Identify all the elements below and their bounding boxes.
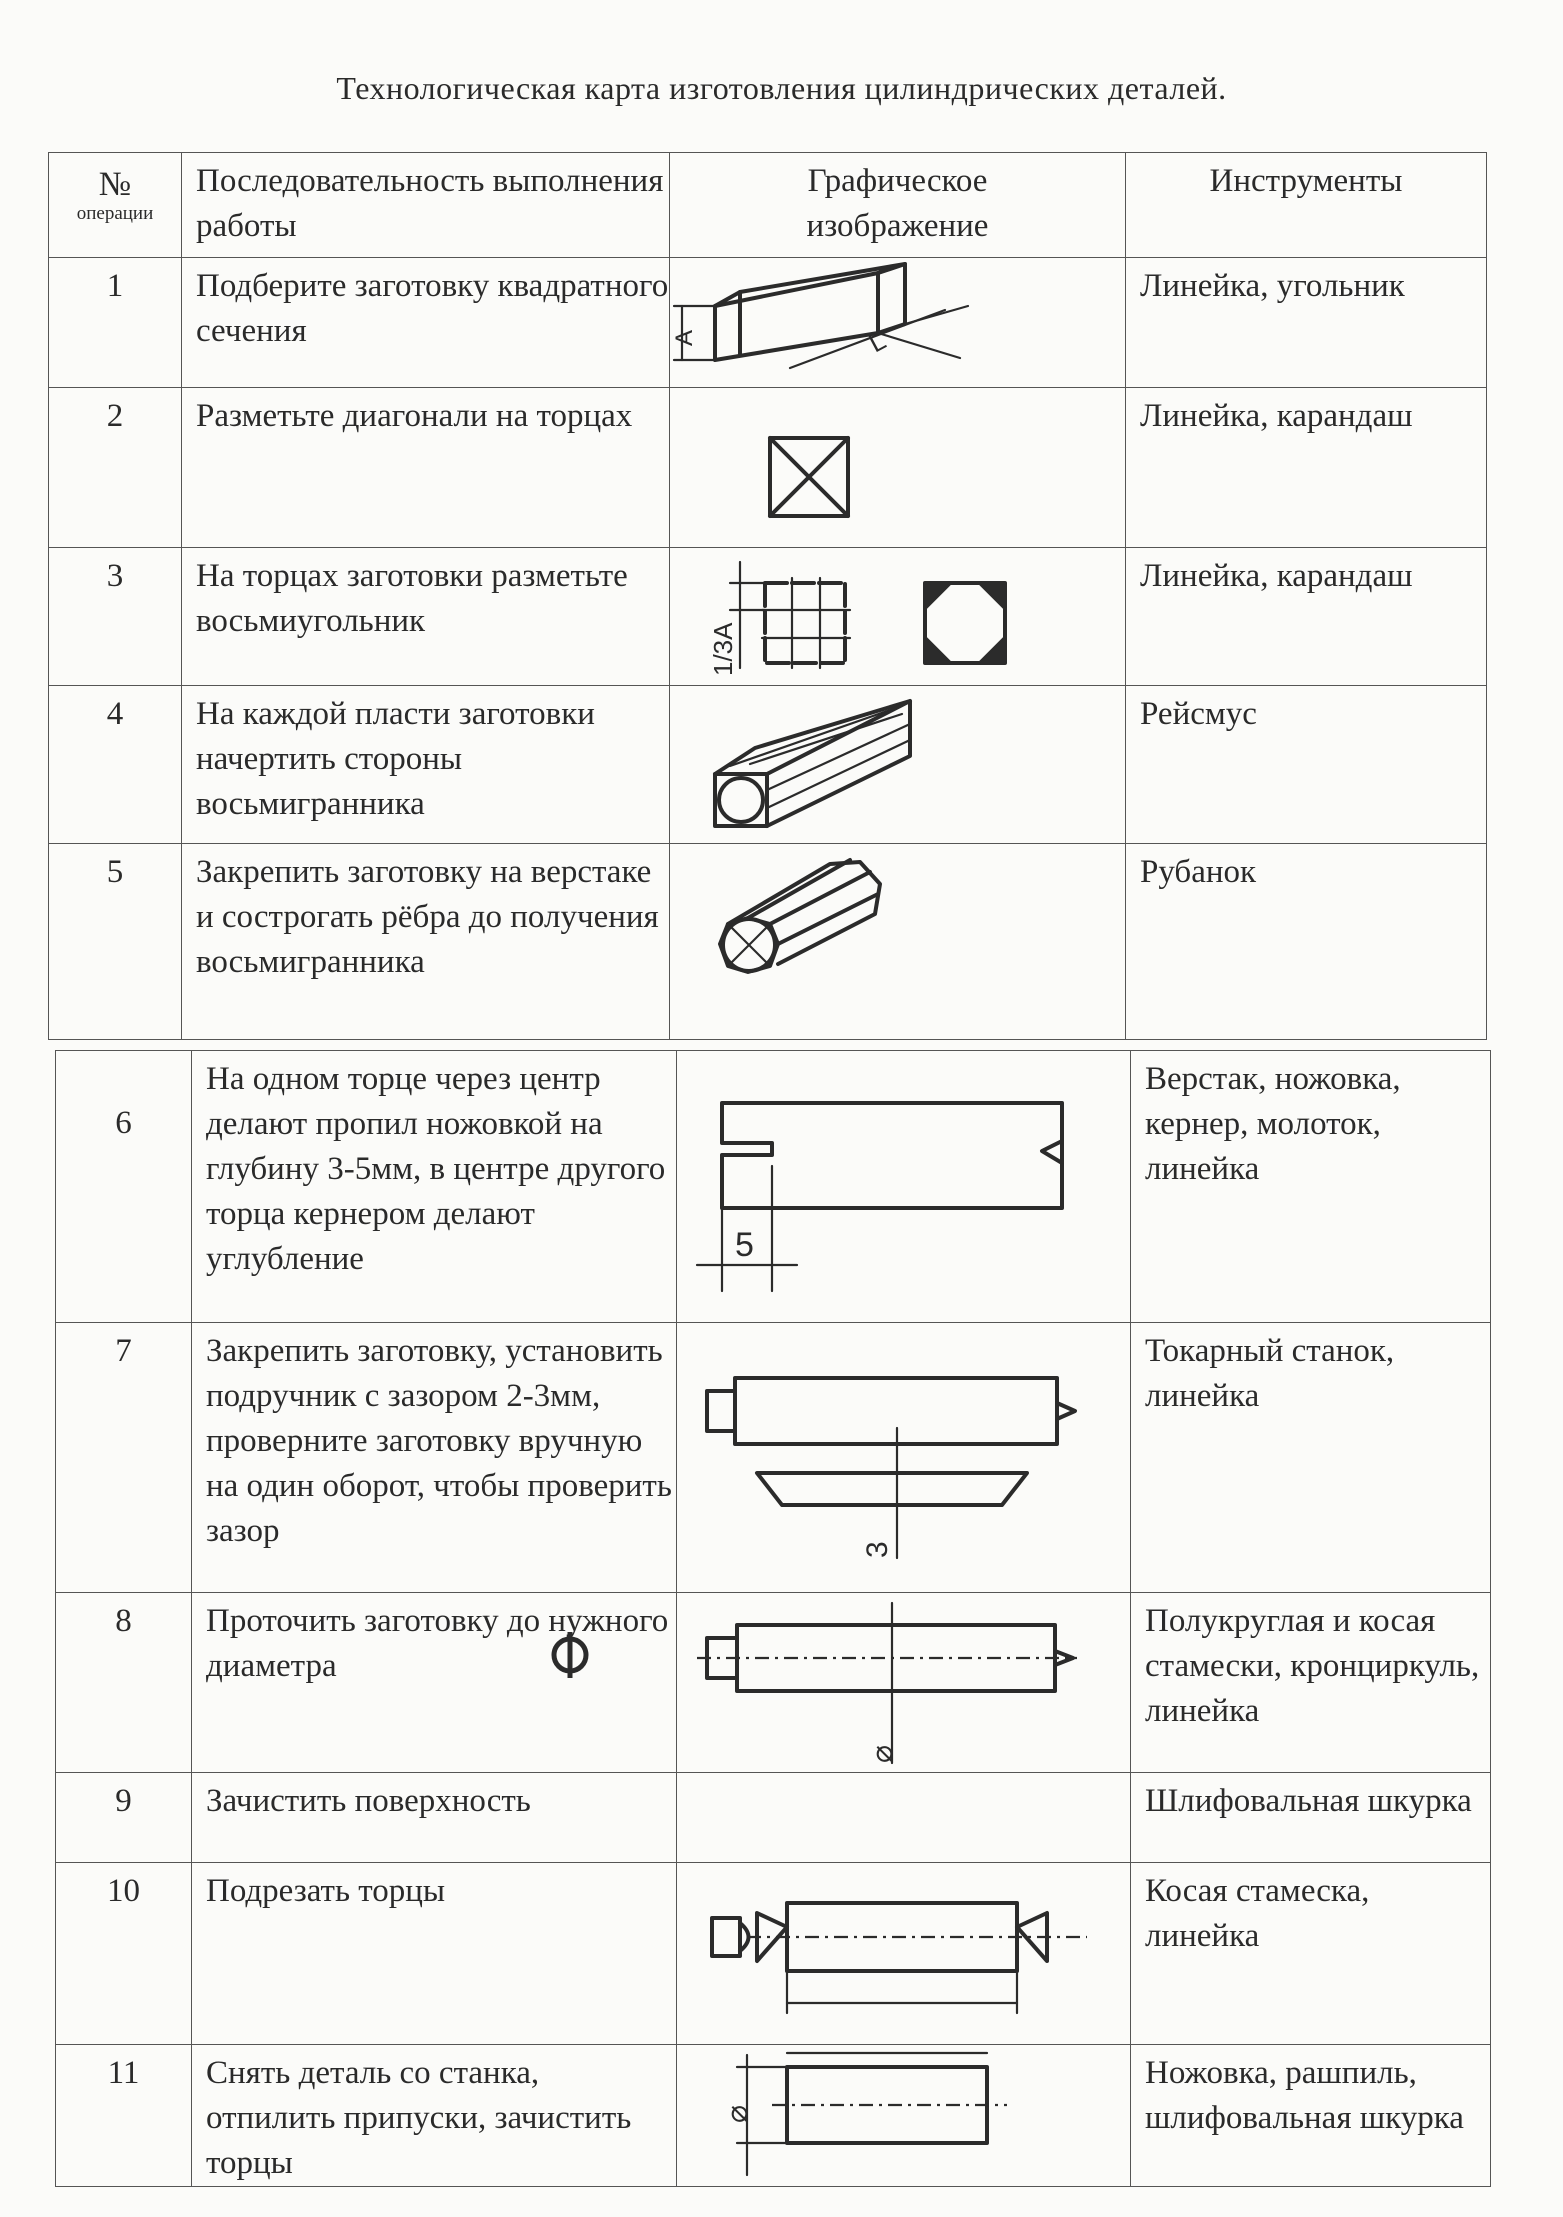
table-row	[49, 548, 1487, 686]
op-description	[192, 1593, 677, 1773]
op-graphic	[670, 258, 1126, 388]
op-graphic	[670, 548, 1126, 686]
op-graphic	[670, 686, 1126, 844]
table-row	[49, 388, 1487, 548]
table-header-row	[49, 153, 1487, 258]
op-number: 9	[56, 1773, 192, 1863]
op-graphic	[677, 1773, 1131, 1863]
table-row	[56, 2045, 1491, 2187]
header-graphic-label: Графическое изображение	[806, 163, 989, 244]
diameter-symbol-icon	[545, 1628, 595, 1680]
table-row	[56, 1773, 1491, 1863]
op-number: 3	[49, 548, 182, 686]
table-row	[56, 1051, 1491, 1323]
op-description: Подберите заготовку квадратного сечения	[182, 258, 670, 388]
op-graphic	[677, 1323, 1131, 1593]
octagon-marking-drawing	[670, 548, 1126, 686]
op-number-label: 6	[115, 1105, 132, 1141]
op-number: 10	[56, 1863, 192, 2045]
operations-table-part2	[55, 1050, 1491, 2187]
header-graphic	[670, 153, 1126, 258]
op-description: На одном торце через центр делают пропил ножовкой на глубину 3-5мм, в центре другого торца кернером делают углубление	[192, 1051, 677, 1323]
op3-dim-label: 1/3A	[708, 622, 738, 676]
op-description: Подрезать торцы	[192, 1863, 677, 2045]
op-tools: Токарный станок, линейка	[1131, 1323, 1491, 1593]
table-row	[49, 258, 1487, 388]
square-blank-drawing	[670, 258, 1126, 388]
op-description: На торцах заготовки разметьте восьмиугольник	[182, 548, 670, 686]
header-number-sub: операции	[76, 203, 154, 224]
trim-ends-drawing	[677, 1863, 1131, 2045]
op-graphic	[670, 844, 1126, 1040]
op6-dim-label: 5	[735, 1226, 754, 1264]
saw-cut-drawing	[677, 1051, 1131, 1323]
op-description-text: Проточить заготовку до нужного диаметра	[206, 1603, 669, 1684]
op8-diam-label: ⌀	[866, 1744, 899, 1763]
op-number: 5	[49, 844, 182, 1040]
table-row	[49, 686, 1487, 844]
operations-table-part1	[48, 152, 1487, 1040]
octagon-prism-drawing	[670, 844, 1126, 1040]
header-number-symbol: №	[98, 166, 132, 203]
op-tools: Полукруглая и косая стамески, кронциркуль, линейка	[1131, 1593, 1491, 1773]
header-tools: Инструменты	[1126, 153, 1487, 258]
op-tools: Линейка, угольник	[1126, 258, 1487, 388]
op-graphic	[670, 388, 1126, 548]
op-graphic	[677, 1593, 1131, 1773]
octagon-sides-drawing	[670, 686, 1126, 844]
op-tools: Рейсмус	[1126, 686, 1487, 844]
op-tools: Шлифовальная шкурка	[1131, 1773, 1491, 1863]
op-description: Закрепить заготовку, установить подручник с зазором 2-3мм, проверните заготовку вручную на один оборот, чтобы проверить зазор	[192, 1323, 677, 1593]
op1-height-label: A	[671, 329, 698, 346]
table-row	[56, 1863, 1491, 2045]
op-tools: Верстак, ножовка, кернер, молоток, линейка	[1131, 1051, 1491, 1323]
op-description: На каждой пласти заготовки начертить стороны восьмигранника	[182, 686, 670, 844]
op-tools: Линейка, карандаш	[1126, 388, 1487, 548]
finished-part-drawing	[677, 2045, 1131, 2183]
diagonals-drawing	[670, 388, 1126, 548]
header-sequence: Последовательность выполнения работы	[182, 153, 670, 258]
op-number: 2	[49, 388, 182, 548]
op-number	[56, 1051, 192, 1323]
op-tools: Ножовка, рашпиль, шлифовальная шкурка	[1131, 2045, 1491, 2187]
op7-gap-label: 3	[861, 1541, 894, 1558]
table-row	[56, 1593, 1491, 1773]
op-graphic	[677, 1863, 1131, 2045]
op1-length-label: L	[863, 325, 891, 359]
op-number: 8	[56, 1593, 192, 1773]
header-number	[49, 153, 182, 258]
op-number: 1	[49, 258, 182, 388]
turning-diameter-drawing	[677, 1593, 1131, 1773]
op-graphic	[677, 2045, 1131, 2187]
op-description: Зачистить поверхность	[192, 1773, 677, 1863]
op-number: 7	[56, 1323, 192, 1593]
tool-rest-gap-drawing	[677, 1323, 1131, 1593]
op-number: 4	[49, 686, 182, 844]
op-description: Закрепить заготовку на верстаке и сострогать рёбра до получения восьмигранника	[182, 844, 670, 1040]
op-description: Разметьте диагонали на торцах	[182, 388, 670, 548]
op-tools: Косая стамеска, линейка	[1131, 1863, 1491, 2045]
op-description: Снять деталь со станка, отпилить припуски, зачистить торцы	[192, 2045, 677, 2187]
op-number: 11	[56, 2045, 192, 2187]
op-tools: Линейка, карандаш	[1126, 548, 1487, 686]
op-tools: Рубанок	[1126, 844, 1487, 1040]
op-graphic	[677, 1051, 1131, 1323]
table-row	[56, 1323, 1491, 1593]
op11-diam-label: ⌀	[721, 2104, 754, 2123]
document-title: Технологическая карта изготовления цилиндрических деталей.	[336, 70, 1227, 106]
table-row	[49, 844, 1487, 1040]
